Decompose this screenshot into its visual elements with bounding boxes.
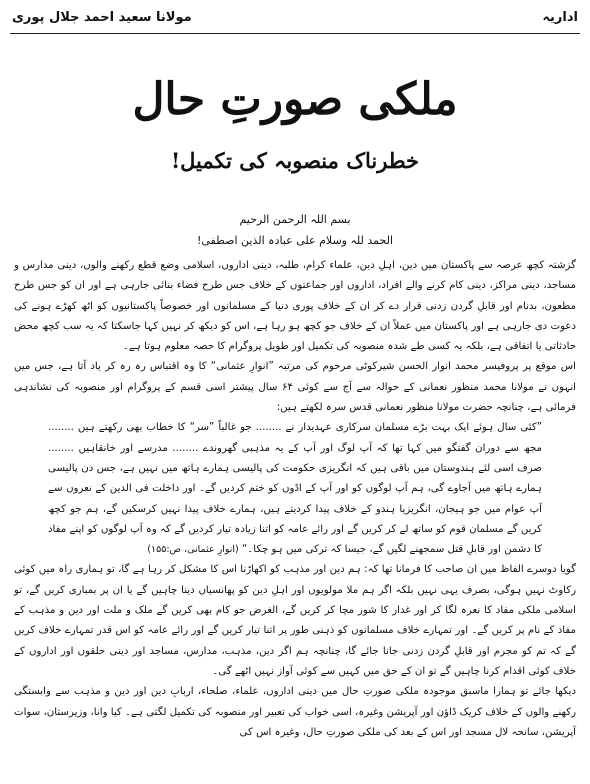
paragraph-4: دیکھا جائے تو ہمارا ماسبق موجودہ ملکی صورتِ حال میں دینی اداروں، علماء، صلحاء، اربابِ دین اور دین و مذہب سے وابستگی رکھنے والوں کے خلاف کریک ڈاؤن اور آپریشن وغیرہ، اسی خواب کی تعبیر اور منصوبہ کی تکمیل لگتی ہے۔ کیا وانا، وزیرستان، سوات آپریشن، سانحہ لال مسجد اور اس کے بعد کی ملکی صورتِ حال، وغیرہ اس کی: [14, 686, 576, 738]
paragraph-3: گویا دوسرے الفاظ میں ان صاحب کا فرمانا تھا کہ: ہم دین اور مذہب کو اکھاڑنا اس کا مشکل کر رہا ہے گا، تو ہماری راہ میں کوئی رکاوٹ نہیں ہوگی، بصرف یہی نہیں بلکہ اگر ہم ملا مولویوں اور اہلِ دین کو پھانسیاں دینا چاہیں گے یا ان پر بمباری کریں گے، تو اسلامی ملکی مفاد کا نعرہ لگا کر اور غدار کا شور مچا کر کریں گے، الغرض جو کام بھی کریں گے ملک و ملت اور دین و مذہب کے مفاد کے نام پر کریں گے۔ اور تمہارے خلاف مسلمانوں کو ذہنی طور پر اتنا تیار کریں گے اور رائے عامہ کو اس قدر تمہارے خلاف کریں گے کہ تم کو مجرم اور قابلِ گردن زدنی جانا جائے گا، چنانچہ ہم اگر دین، مذہب، مدارس، مساجد اور دینی حلقوں اور اداروں کے خلاف کوئی اقدام کرنا چاہیں گے تو ان کے حق میں کہیں سے کوئی آواز نہیں اٹھے گی۔: [14, 564, 576, 677]
paragraph-1: گزشتہ کچھ عرصہ سے پاکستان میں دین، اہلِ دین، علماء کرام، طلبہ، دینی اداروں، اسلامی وضع قطع رکھنے والوں، دینی مدارس و مساجد، دینی مراکز، دینی کام کرنے والے افراد، اداروں اور جماعتوں کے خلاف جس طرح فضاء بنائی جارہی ہے اور ان کو جس طرح مطعون، بدنام اور قابلِ گردن زدنی قرار دے کر ان کے خلاف پوری دنیا کے مسلمانوں اور خصوصاً پاکستانیوں کو اٹھ کھڑے ہونے کی دعوت دی جارہی ہے اور پاکستان میں عملاً ان کے خلاف جو کچھ ہو رہا ہے، اس کو دیکھ کر نہیں کہا جاسکتا کہ یہ سب کچھ محض حادثاتی یا اتفاقی ہے، بلکہ یہ کسی طے شدہ منصوبہ کی تکمیل اور طویل پروگرام کا حصہ معلوم ہوتا ہے۔: [14, 260, 576, 353]
quote-reference: (انوارِ عثمانی، ص:۱۵۵): [147, 544, 239, 556]
quote-text: ”کئی سال ہوئے ایک بہت بڑے مسلمان سرکاری عہدیدار نے ........ جو غالباً ”سر“ کا خطاب بھی رکھتے ہیں ........ مجھ سے دوران گفتگو میں کہا تھا کہ آپ لوگ اور آپ کے یہ مذہبی گھروندے ........ مدرسے اور خانقاہیں ........ صرف اسی لئے ہندوستان میں باقی ہیں کہ انگریزی حکومت کی پالیسی ہمارے ہاتھ میں نہیں ہے، جس دن پالیسی ہمارے ہاتھ میں آجاوے گی، ہم آپ لوگوں کو اور آپ کے اڈوں کو ختم کردیں گے۔ اور داخلت فی الدین کے نعروں سے آپ عوام میں جو ہیجان، انگریزیا ہندو کے خلاف پیدا کردیتے ہیں، ہمارے خلاف پیدا نہیں کرسکیں گے، ہم جو کچھ کریں گے مسلمان قوم کو ساتھ لے کر کریں گے اور رائے عامہ کو اتنا زیادہ تیار کردیں گے کہ وہ آپ لوگوں کو اپنے مفاد کا دشمن اور قابلِ قتل سمجھنے لگیں گے، جیسا کہ ترکی میں ہو چکا۔“: [48, 422, 542, 556]
paragraph-2: اس موقع پر پروفیسر محمد انوار الحسن شیرکوٹی مرحوم کی مرتبہ ”انوارِ عثمانی“ کا وہ اقتباس رہ رہ کر یاد آتا ہے، جس میں انہوں نے مولانا محمد منظور نعمانی کے حوالہ سے آج سے کوئی ۶۴ سال پیشتر اسی قسم کے پروگرام اور منصوبہ کی نشاندہی فرمائی ہے، چنانچہ حضرت مولانا منظور نعمانی قدس سرہ لکھتے ہیں:: [14, 361, 576, 414]
section-label: اداریہ: [542, 10, 578, 25]
bismillah-line: بسم اللہ الرحمن الرحیم: [239, 213, 351, 226]
block-quote: [48, 418, 542, 560]
article-subtitle: خطرناک منصوبہ کی تکمیل!: [170, 148, 420, 173]
header-rule: [10, 33, 580, 34]
article-body: [14, 256, 576, 743]
hamd-line: الحمد للہ وسلام علی عبادہ الذین اصطفی!: [196, 234, 394, 247]
author-name: مولانا سعید احمد جلال پوری: [12, 10, 192, 25]
article-title: ملکی صورتِ حال: [132, 74, 458, 125]
